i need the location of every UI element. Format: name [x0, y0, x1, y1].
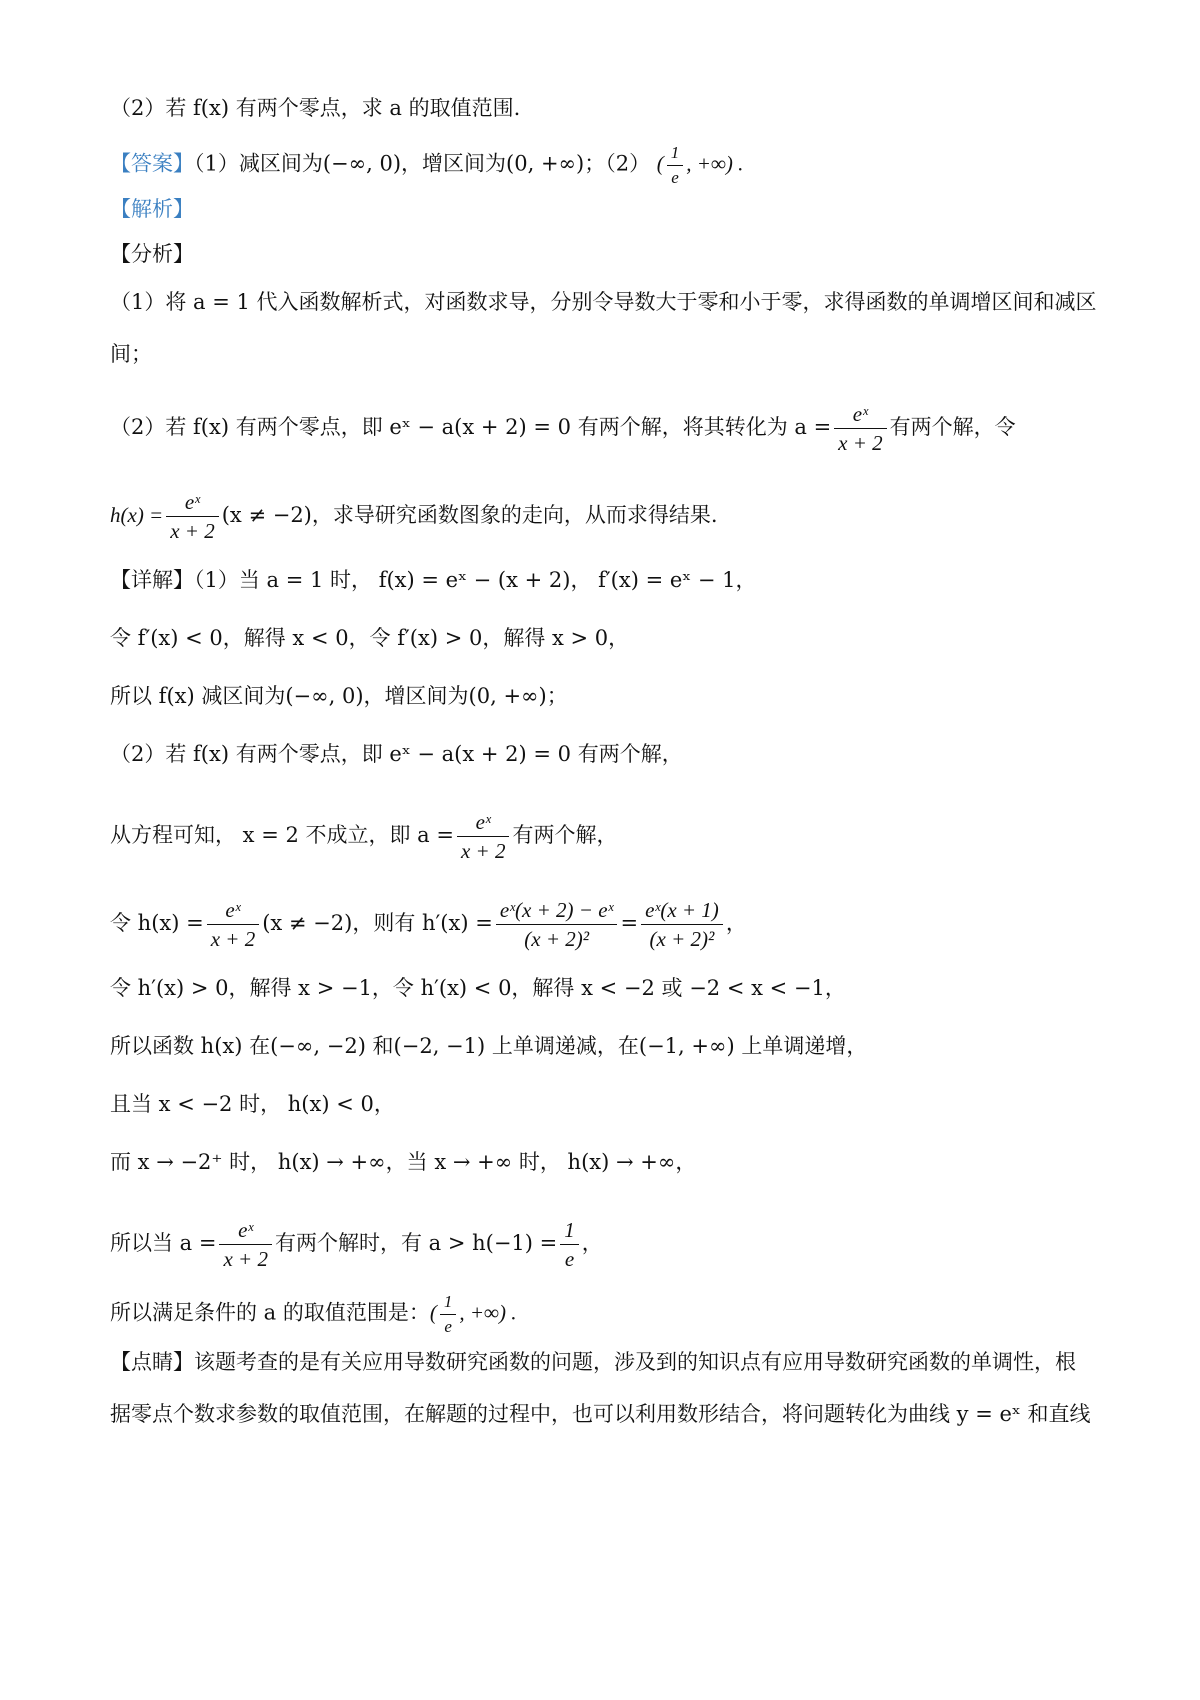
detail-step-2-derivative: 令 h(x) = $\frac{\text{eˣ}}{x + 2}$ (x ≠ −2)，则有 h′(x) = $\frac{\text{eˣ(x + 2) − eˣ}}{\text{(x + 2)²}}$ = $\frac{\text{eˣ(x + 1)}}{\text{(x + 2)²}}$ ， [110, 898, 747, 952]
detail-step-2-monotonic: 所以函数 h(x) 在(−∞, −2) 和(−2, −1) 上单调递减，在(−1, +∞) 上单调递增， [110, 1034, 868, 1058]
comment-line-2: 据零点个数求参数的取值范围，在解题的过程中，也可以利用数形结合，将问题转化为曲线 y = eˣ 和直线 [110, 1402, 1091, 1426]
fraction-ex-over-x-plus-2: $\frac{\text{eˣ}}{x + 2}$ [457, 810, 510, 863]
analysis-heading: 【解析】 [110, 197, 194, 221]
detail-step-2: （2）若 f(x) 有两个零点，即 eˣ − a(x + 2) = 0 有两个解， [110, 742, 683, 766]
answer-label: 【答案】 [110, 151, 194, 176]
detail-final-range: 所以满足条件的 a 的取值范围是：( $\frac{1}{e}$ , +∞) . [110, 1292, 517, 1336]
fraction-ex-over-x-plus-2: $\frac{\text{eˣ}}{x + 2}$ [166, 490, 219, 543]
fraction-one-over-e: $\frac{1}{e}$ [440, 1292, 457, 1336]
analysis-step-1-cont: 间； [110, 342, 152, 366]
analysis-step-2-cont: h(x) = $\frac{\text{eˣ}}{x + 2}$ (x ≠ −2)，求导研究函数图象的走向，从而求得结果. [110, 490, 718, 544]
fraction-derivative-2: $\frac{\text{eˣ(x + 1)}}{\text{(x + 2)²}}$ [641, 898, 723, 951]
detail-step-2-negative: 且当 x < −2 时， h(x) < 0， [110, 1092, 395, 1116]
fraction-ex-over-x-plus-2: $\frac{\text{eˣ}}{x + 2}$ [834, 402, 887, 455]
question-part-2: （2）若 f(x) 有两个零点，求 a 的取值范围. [110, 96, 521, 120]
detail-step-2-equation: 从方程可知， x = 2 不成立，即 a = $\frac{\text{eˣ}}{x + 2}$ 有两个解， [110, 810, 618, 864]
fraction-one-over-e: $\frac{1}{e}$ [560, 1218, 579, 1271]
detail-step-1-result: 所以 f(x) 减区间为(−∞, 0)，增区间为(0, +∞)； [110, 684, 568, 708]
analysis-subheading: 【分析】 [110, 242, 194, 266]
detail-label: 【详解】 [110, 568, 194, 592]
detail-step-2-conclusion: 所以当 a = $\frac{\text{eˣ}}{x + 2}$ 有两个解时，有 a > h(−1) = $\frac{1}{e}$ ， [110, 1218, 603, 1272]
fraction-ex-over-x-plus-2: $\frac{\text{eˣ}}{x + 2}$ [219, 1218, 272, 1271]
detail-step-1-sign: 令 f′(x) < 0，解得 x < 0，令 f′(x) > 0，解得 x > 0， [110, 626, 630, 650]
fraction-ex-over-x-plus-2: $\frac{\text{eˣ}}{x + 2}$ [207, 898, 260, 951]
analysis-step-2: （2）若 f(x) 有两个零点，即 eˣ − a(x + 2) = 0 有两个解，将其转化为 a = $\frac{\text{eˣ}}{x + 2}$ 有两个解，令 [110, 402, 1016, 456]
detail-step-2-sign: 令 h′(x) > 0，解得 x > −1，令 h′(x) < 0，解得 x < −2 或 −2 < x < −1， [110, 976, 846, 1000]
comment-label: 【点睛】 [110, 1350, 194, 1374]
fraction-one-over-e: $\frac{1}{e}$ [667, 143, 684, 187]
detail-step-2-limits: 而 x → −2⁺ 时， h(x) → +∞，当 x → +∞ 时， h(x) → +∞， [110, 1150, 697, 1174]
detail-step-1: 【详解】（1）当 a = 1 时， f(x) = eˣ − (x + 2)， f′(x) = eˣ − 1， [110, 568, 757, 592]
fraction-derivative-1: $\frac{\text{eˣ(x + 2) − eˣ}}{\text{(x + 2)²}}$ [496, 898, 618, 951]
comment-line-1: 【点睛】该题考查的是有关应用导数研究函数的问题，涉及到的知识点有应用导数研究函数的单调性，根 [110, 1350, 1076, 1374]
answer-line: 【答案】（1）减区间为(−∞, 0)，增区间为(0, +∞)；（2） ( $\frac{1}{e}$ , +∞) . [110, 143, 744, 187]
analysis-step-1: （1）将 a = 1 代入函数解析式，对函数求导，分别令导数大于零和小于零，求得函数的单调增区间和减区 [110, 290, 1097, 314]
